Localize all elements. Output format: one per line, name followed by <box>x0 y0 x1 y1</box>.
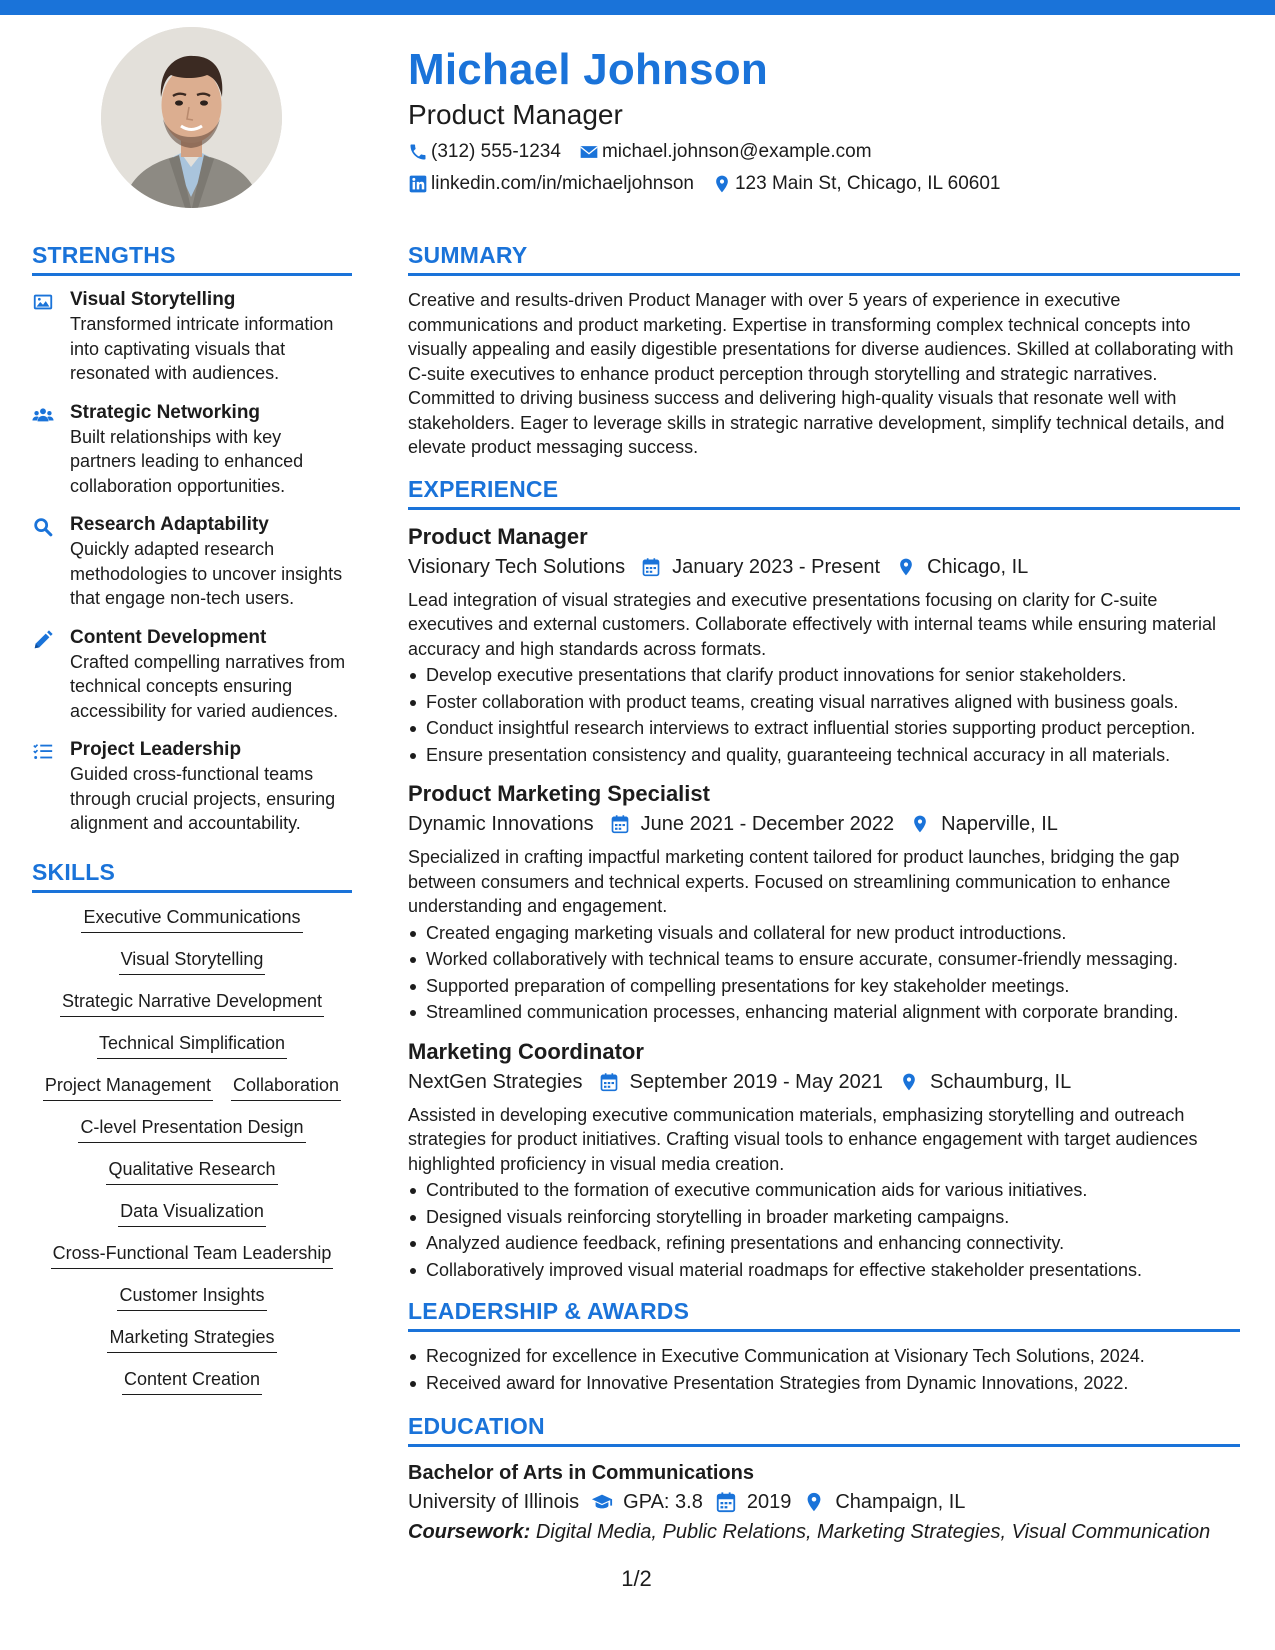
job-bullet: Develop executive presentations that clarify product innovations for senior stakeholders. <box>408 663 1240 688</box>
skill-tag: Marketing Strategies <box>107 1325 276 1353</box>
job-bullets <box>408 921 1240 1025</box>
gpa-text: GPA: 3.8 <box>623 1491 703 1513</box>
job-bullet: Worked collaboratively with technical teams to ensure accurate, consumer-friendly messaging. <box>408 947 1240 972</box>
skill-tag: Project Management <box>43 1073 213 1101</box>
map-pin-icon <box>896 557 916 577</box>
address-text: 123 Main St, Chicago, IL 60601 <box>734 173 1001 194</box>
skill-tag: Strategic Narrative Development <box>60 989 324 1017</box>
search-icon <box>32 516 54 538</box>
skill-tag: Visual Storytelling <box>119 947 266 975</box>
job-meta <box>408 1067 1240 1097</box>
phone-text: (312) 555-1234 <box>431 141 561 162</box>
job-bullets <box>408 663 1240 767</box>
job-bullet: Created engaging marketing visuals and collateral for new product introductions. <box>408 921 1240 946</box>
portrait-image <box>101 27 282 208</box>
job-bullet: Foster collaboration with product teams, creating visual narratives aligned with business goals. <box>408 690 1240 715</box>
degree-title: Bachelor of Arts in Communications <box>408 1462 754 1484</box>
education-meta <box>408 1487 1240 1517</box>
candidate-name: Michael Johnson <box>408 45 768 94</box>
job-entry <box>408 779 1240 1025</box>
skill-tag: Data Visualization <box>118 1199 266 1227</box>
strength-item <box>32 288 352 386</box>
job-bullet: Ensure presentation consistency and quality, guaranteeing technical accuracy in all materials. <box>408 743 1240 768</box>
job-bullet: Conduct insightful research interviews to extract influential stories supporting product perception. <box>408 716 1240 741</box>
map-pin-icon <box>712 174 732 194</box>
award-item: Received award for Innovative Presentation Strategies from Dynamic Innovations, 2022. <box>408 1371 1240 1396</box>
job-title: Marketing Coordinator <box>408 1038 644 1064</box>
job-bullet: Streamlined communication processes, enhancing material alignment with corporate branding. <box>408 1000 1240 1025</box>
strength-description: Transformed intricate information into captivating visuals that resonated with audiences. <box>70 314 334 383</box>
strength-title: Project Leadership <box>70 739 242 760</box>
resume-header <box>408 42 1248 198</box>
job-bullet: Supported preparation of compelling presentations for key stakeholder meetings. <box>408 974 1240 999</box>
graduation-cap-icon <box>591 1491 613 1513</box>
summary-heading: SUMMARY <box>408 242 528 268</box>
strengths-heading: STRENGTHS <box>32 242 176 268</box>
skill-tag: Cross-Functional Team Leadership <box>51 1241 334 1269</box>
candidate-title: Product Manager <box>408 99 623 130</box>
job-description: Assisted in developing executive communication materials, emphasizing storytelling and outreach strategies for product initiatives. Crafting visual tools to enhance engagement with target audiences highlighted proficiency in visual media creation. <box>408 1104 1198 1174</box>
strength-title: Content Development <box>70 626 267 648</box>
skill-tag: Content Creation <box>122 1367 262 1395</box>
right-column <box>408 240 1240 1547</box>
phone-contact[interactable] <box>408 138 561 166</box>
list-check-icon <box>32 741 54 763</box>
job-dates: June 2021 - December 2022 <box>640 813 895 835</box>
job-location: Naperville, IL <box>941 813 1058 835</box>
image-icon <box>32 291 54 313</box>
contact-row-1 <box>408 138 1248 166</box>
award-item: Recognized for excellence in Executive Communication at Visionary Tech Solutions, 2024. <box>408 1344 1240 1369</box>
job-bullet: Contributed to the formation of executive communication aids for various initiatives. <box>408 1178 1240 1203</box>
job-bullets <box>408 1178 1240 1282</box>
left-column <box>32 240 352 1409</box>
job-dates: September 2019 - May 2021 <box>629 1070 884 1093</box>
coursework-line <box>408 1517 1240 1547</box>
job-entry <box>408 522 1240 768</box>
awards-divider <box>408 1329 1240 1332</box>
strength-description: Quickly adapted research methodologies to uncover insights that engage non-tech users. <box>70 539 343 608</box>
job-bullet: Designed visuals reinforcing storytelling in broader marketing campaigns. <box>408 1205 1240 1230</box>
job-bullet: Analyzed audience feedback, refining presentations and enhancing connectivity. <box>408 1231 1240 1256</box>
school-name: University of Illinois <box>408 1491 580 1513</box>
calendar-icon <box>599 1072 619 1092</box>
experience-divider <box>408 507 1240 510</box>
job-dates: January 2023 - Present <box>672 555 881 578</box>
linkedin-text: linkedin.com/in/michaeljohnson <box>431 173 694 194</box>
job-title: Product Manager <box>408 523 588 549</box>
summary-divider <box>408 273 1240 276</box>
users-icon <box>32 404 54 426</box>
map-pin-icon <box>803 1491 825 1513</box>
strength-item <box>32 401 352 499</box>
education-divider <box>408 1444 1240 1447</box>
calendar-icon <box>641 557 661 577</box>
skill-tag: Collaboration <box>231 1073 341 1101</box>
job-bullet: Collaboratively improved visual material roadmaps for effective stakeholder presentations. <box>408 1258 1240 1283</box>
skill-tag: Technical Simplification <box>97 1031 287 1059</box>
company-name: Dynamic Innovations <box>408 813 594 835</box>
linkedin-icon <box>408 174 428 194</box>
page-number-text: 1/2 <box>621 1566 652 1591</box>
job-meta <box>408 809 1240 839</box>
job-location: Chicago, IL <box>927 555 1029 578</box>
map-pin-icon <box>899 1072 919 1092</box>
strength-description: Crafted compelling narratives from technical concepts ensuring accessibility for varied audiences. <box>70 651 346 721</box>
strength-title: Visual Storytelling <box>70 289 236 310</box>
strength-description: Built relationships with key partners leading to enhanced collaboration opportunities. <box>70 426 304 496</box>
coursework-label: Coursework: <box>408 1521 531 1543</box>
awards-heading: LEADERSHIP & AWARDS <box>408 1298 690 1324</box>
experience-heading: EXPERIENCE <box>408 475 559 502</box>
email-contact[interactable] <box>579 138 872 166</box>
email-text: michael.johnson@example.com <box>601 141 872 162</box>
company-name: NextGen Strategies <box>408 1070 583 1093</box>
strength-description: Guided cross-functional teams through crucial projects, ensuring alignment and accountability. <box>70 764 336 833</box>
strengths-divider <box>32 273 352 276</box>
calendar-icon <box>715 1491 737 1513</box>
page-number <box>0 1566 1275 1592</box>
job-title: Product Marketing Specialist <box>408 781 710 806</box>
strength-item <box>32 738 352 836</box>
graduation-year: 2019 <box>746 1491 792 1513</box>
skill-tag: C-level Presentation Design <box>78 1115 305 1143</box>
skills-divider <box>32 890 352 893</box>
profile-photo <box>101 27 282 208</box>
linkedin-contact[interactable] <box>408 170 694 198</box>
skill-tag: Customer Insights <box>117 1283 266 1311</box>
strength-title: Research Adaptability <box>70 514 269 535</box>
top-accent-bar <box>0 0 1275 15</box>
skill-tag: Qualitative Research <box>106 1157 277 1185</box>
address-contact <box>712 170 1000 198</box>
education-location: Champaign, IL <box>835 1491 966 1513</box>
skills-heading: SKILLS <box>32 858 115 885</box>
job-meta <box>408 552 1240 582</box>
job-description: Lead integration of visual strategies and executive presentations focusing on clarity for C-suite executives and external customers. Collaborate effectively with internal teams while ensuring material accuracy and high standards across formats. <box>408 589 1217 659</box>
job-description: Specialized in crafting impactful marketing content tailored for product launches, bridging the gap between consumers and technical experts. Focused on streamlining communication to enhance understanding and engagement. <box>408 847 1180 916</box>
skills-list <box>32 905 352 1395</box>
job-location: Schaumburg, IL <box>930 1070 1072 1093</box>
phone-icon <box>408 142 428 162</box>
skill-tag: Executive Communications <box>81 905 302 933</box>
job-entry <box>408 1037 1240 1283</box>
strength-item <box>32 513 352 611</box>
contact-row-2 <box>408 170 1248 198</box>
calendar-icon <box>610 814 630 834</box>
summary-text: Creative and results-driven Product Manager with over 5 years of experience in executive communications and product marketing. Expertise in transforming complex technical concepts into visually appealing and easily digestible presentations for diverse audiences. Skilled at collaborating with C-suite executives to enhance product perception through storytelling and strategic narratives. Committed to driving business success and delivering high-quality visuals that resonate well with stakeholders. Eager to leverage skills in strategic narrative development, simplify technical details, and elevate product messaging success. <box>408 290 1234 457</box>
map-pin-icon <box>910 814 930 834</box>
awards-list <box>408 1344 1240 1395</box>
company-name: Visionary Tech Solutions <box>408 555 626 578</box>
strength-item <box>32 626 352 724</box>
coursework-text: Digital Media, Public Relations, Marketing Strategies, Visual Communication <box>535 1521 1211 1543</box>
strength-title: Strategic Networking <box>70 401 261 423</box>
envelope-icon <box>579 142 599 162</box>
pencil-icon <box>32 629 54 651</box>
education-heading: EDUCATION <box>408 1413 545 1439</box>
